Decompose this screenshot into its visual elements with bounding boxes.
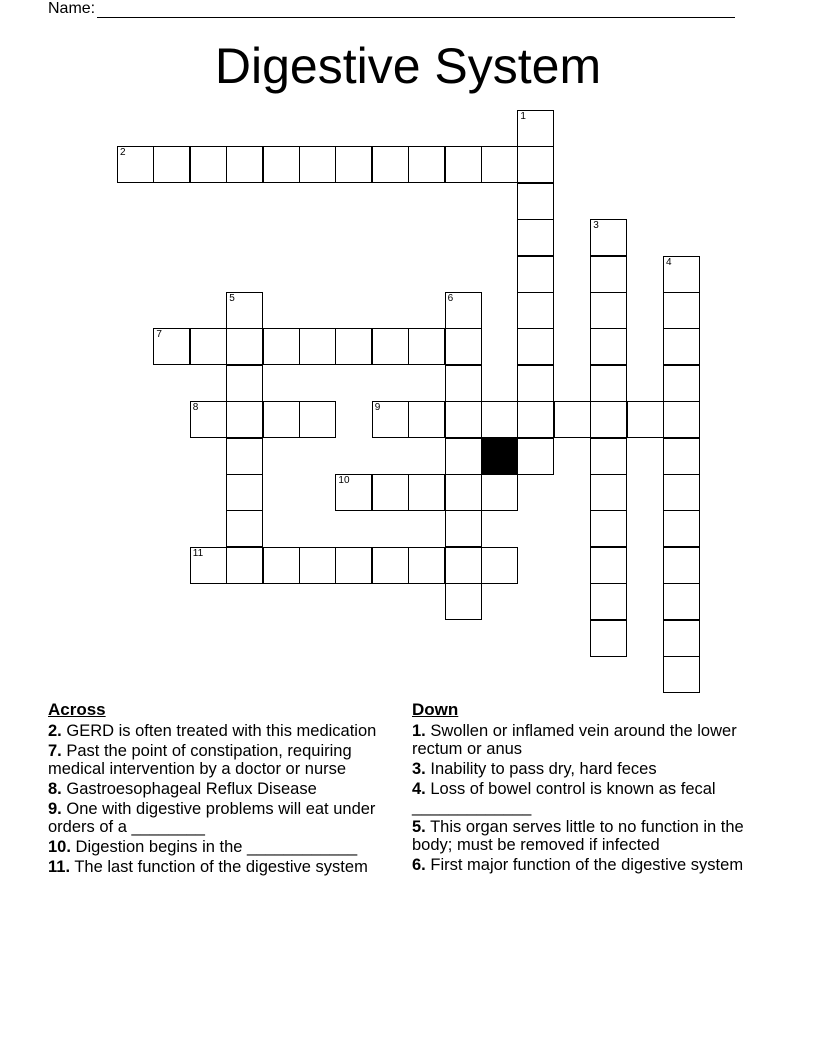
grid-cell[interactable] <box>590 438 627 475</box>
clue-across-9: 9. One with digestive problems will eat under orders of a ________ <box>48 800 376 836</box>
grid-cell[interactable] <box>263 401 300 438</box>
grid-cell[interactable] <box>299 547 336 584</box>
clue-across-10: 10. Digestion begins in the ____________ <box>48 838 358 856</box>
grid-cell[interactable] <box>408 401 445 438</box>
grid-cell[interactable] <box>408 474 445 511</box>
grid-cell[interactable] <box>517 219 554 256</box>
grid-cell[interactable] <box>590 510 627 547</box>
grid-cell[interactable] <box>517 401 554 438</box>
grid-cell[interactable] <box>335 474 372 511</box>
grid-cell[interactable] <box>445 401 482 438</box>
grid-cell[interactable] <box>445 292 482 329</box>
grid-cell[interactable] <box>445 146 482 183</box>
grid-cell[interactable] <box>663 328 700 365</box>
grid-cell[interactable] <box>517 256 554 293</box>
grid-cell[interactable] <box>663 401 700 438</box>
grid-cell[interactable] <box>517 328 554 365</box>
grid-cell[interactable] <box>517 292 554 329</box>
grid-cell[interactable] <box>445 547 482 584</box>
grid-cell[interactable] <box>663 656 700 693</box>
across-clues <box>48 700 393 878</box>
grid-cell[interactable] <box>226 474 263 511</box>
grid-cell[interactable] <box>663 547 700 584</box>
clue-number: 6 <box>447 293 454 304</box>
grid-cell[interactable] <box>335 328 372 365</box>
grid-cell[interactable] <box>372 474 409 511</box>
grid-cell[interactable] <box>117 146 154 183</box>
clue-number: 2 <box>120 147 126 159</box>
grid-cell[interactable] <box>481 474 518 511</box>
clue-across-8: 8. Gastroesophageal Reflux Disease <box>48 780 317 798</box>
clue-down-3: 3. Inability to pass dry, hard feces <box>412 760 657 778</box>
grid-cell[interactable] <box>590 547 627 584</box>
grid-cell[interactable] <box>190 401 227 438</box>
grid-cell[interactable] <box>663 365 700 402</box>
grid-cell[interactable] <box>190 328 227 365</box>
grid-cell[interactable] <box>445 583 482 620</box>
clue-across-2: 2. GERD is often treated with this medication <box>48 722 377 740</box>
grid-cell[interactable] <box>590 365 627 402</box>
grid-cell[interactable] <box>226 510 263 547</box>
down-clues <box>412 700 762 876</box>
grid-cell[interactable] <box>408 328 445 365</box>
grid-cell[interactable] <box>299 401 336 438</box>
grid-cell[interactable] <box>590 328 627 365</box>
clue-number: 10 <box>338 475 350 486</box>
grid-cell[interactable] <box>299 146 336 183</box>
grid-cell[interactable] <box>445 474 482 511</box>
down-heading: Down <box>412 700 459 719</box>
grid-cell[interactable] <box>408 146 445 183</box>
grid-cell[interactable] <box>263 146 300 183</box>
clue-number: 3 <box>593 220 599 232</box>
grid-cell[interactable] <box>263 328 300 365</box>
grid-cell[interactable] <box>590 292 627 329</box>
grid-cell[interactable] <box>226 292 263 329</box>
page-title: Digestive System <box>214 38 602 94</box>
clue-across-11: 11. The last function of the digestive system <box>48 858 368 876</box>
clue-number: 1 <box>520 111 526 122</box>
grid-cell[interactable] <box>372 547 409 584</box>
grid-cell[interactable] <box>481 547 518 584</box>
clue-down-5: 5. This organ serves little to no function in the body; must be removed if infected <box>412 818 744 854</box>
grid-cell[interactable] <box>663 583 700 620</box>
grid-cell[interactable] <box>335 547 372 584</box>
grid-cell[interactable] <box>517 365 554 402</box>
grid-cell[interactable] <box>372 401 409 438</box>
grid-cell[interactable] <box>554 401 591 438</box>
clue-number: 8 <box>192 402 199 414</box>
grid-cell[interactable] <box>590 256 627 293</box>
grid-cell[interactable] <box>226 401 263 438</box>
grid-cell[interactable] <box>590 583 627 620</box>
grid-cell[interactable] <box>226 328 263 365</box>
grid-cell[interactable] <box>335 146 372 183</box>
grid-cell[interactable] <box>663 256 700 293</box>
grid-cell[interactable] <box>372 328 409 365</box>
grid-cell[interactable] <box>481 146 518 183</box>
grid-cell[interactable] <box>372 146 409 183</box>
clue-down-4: 4. Loss of bowel control is known as fecal _____________ <box>412 780 716 816</box>
clue-number: 7 <box>156 329 162 341</box>
clue-down-1: 1. Swollen or inflamed vein around the lower rectum or anus <box>412 722 737 758</box>
grid-cell[interactable] <box>408 547 445 584</box>
grid-cell[interactable] <box>263 547 300 584</box>
clue-number: 11 <box>192 547 204 559</box>
grid-cell[interactable] <box>517 110 554 147</box>
grid-cell[interactable] <box>627 401 664 438</box>
grid-cell[interactable] <box>590 401 627 438</box>
clue-down-6: 6. First major function of the digestive system <box>412 856 744 874</box>
grid-cell[interactable] <box>445 328 482 365</box>
grid-cell[interactable] <box>445 510 482 547</box>
grid-cell[interactable] <box>226 438 263 475</box>
grid-cell[interactable] <box>153 146 190 183</box>
clue-across-7: 7. Past the point of constipation, requiring medical intervention by a doctor or nurse <box>48 742 352 778</box>
grid-cell[interactable] <box>663 292 700 329</box>
black-cell <box>481 438 518 475</box>
across-heading: Across <box>48 700 106 719</box>
grid-cell[interactable] <box>517 146 554 183</box>
grid-cell[interactable] <box>190 547 227 584</box>
grid-cell[interactable] <box>517 438 554 475</box>
grid-cell[interactable] <box>663 474 700 511</box>
grid-cell[interactable] <box>590 219 627 256</box>
grid-cell[interactable] <box>299 328 336 365</box>
grid-cell[interactable] <box>445 438 482 475</box>
grid-cell[interactable] <box>190 146 227 183</box>
clue-number: 9 <box>374 402 381 414</box>
grid-cell[interactable] <box>663 510 700 547</box>
grid-cell[interactable] <box>226 146 263 183</box>
grid-cell[interactable] <box>153 328 190 365</box>
grid-cell[interactable] <box>663 620 700 657</box>
grid-cell[interactable] <box>590 620 627 657</box>
grid-cell[interactable] <box>226 547 263 584</box>
grid-cell[interactable] <box>226 365 263 402</box>
grid-cell[interactable] <box>590 474 627 511</box>
grid-cell[interactable] <box>481 401 518 438</box>
name-label: Name: <box>48 0 96 17</box>
clue-number: 5 <box>229 293 235 304</box>
grid-cell[interactable] <box>517 183 554 220</box>
grid-cell[interactable] <box>445 365 482 402</box>
clue-number: 4 <box>666 256 672 268</box>
grid-cell[interactable] <box>663 438 700 475</box>
